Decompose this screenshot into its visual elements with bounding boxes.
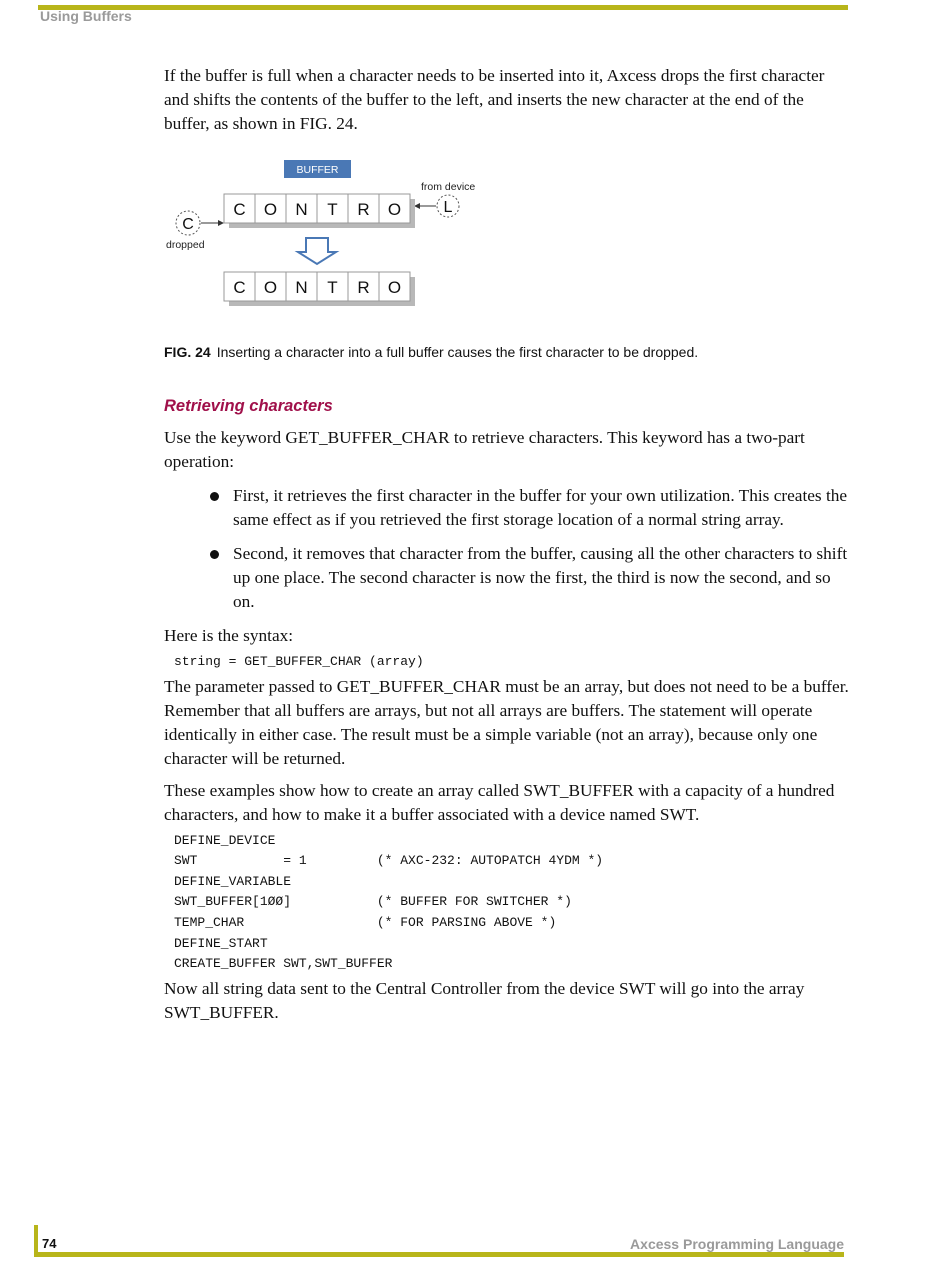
code-line: DEFINE_DEVICE <box>174 832 276 848</box>
buffer-cell-char: T <box>327 278 338 297</box>
bullet-icon <box>210 492 219 501</box>
buffer-label: BUFFER <box>296 164 339 176</box>
caption-label: FIG. 24 <box>164 344 211 360</box>
buffer-cell-char: O <box>263 200 278 219</box>
incoming-char: L <box>443 199 453 216</box>
page-content <box>164 64 850 1025</box>
code-line: DEFINE_START <box>174 935 268 951</box>
code-block <box>164 831 850 975</box>
code-line: CREATE_BUFFER SWT,SWT_BUFFER <box>174 956 393 972</box>
buffer-diagram <box>164 160 504 320</box>
buffer-cell-char: O <box>387 200 402 219</box>
syntax-intro: Here is the syntax: <box>164 626 294 645</box>
buffer-cell-char: N <box>295 278 308 297</box>
list-item <box>210 484 850 532</box>
syntax-code: string = GET_BUFFER_CHAR (array) <box>174 654 424 669</box>
list-item-text: Second, it removes that character from the buffer, causing all the other characters to shift up one place. The second character is now the first, the third is now the second, and so on. <box>233 544 848 611</box>
bullet-icon <box>210 550 219 559</box>
code-line: TEMP_CHAR (* FOR PARSING ABOVE *) <box>174 914 557 930</box>
code-line: SWT = 1 (* AXC-232: AUTOPATCH 4YDM *) <box>174 853 604 869</box>
bullet-list <box>164 484 850 614</box>
from-device-label: from device <box>421 181 476 193</box>
section-paragraph-4: Now all string data sent to the Central Controller from the device SWT will go into the array SWT_BUFFER. <box>164 978 805 1022</box>
buffer-cell-char: R <box>357 278 370 297</box>
footer-rule <box>38 1252 844 1257</box>
running-footer: Axcess Programming Language <box>630 1236 844 1252</box>
section-paragraph-1: Use the keyword GET_BUFFER_CHAR to retrieve characters. This keyword has a two-part operation: <box>164 428 805 471</box>
header-rule <box>38 5 848 10</box>
intro-paragraph: If the buffer is full when a character needs to be inserted into it, Axcess drops the first character and shifts the contents of the buffer to the left, and inserts the new character at the end of the buffer, as shown in FIG. 24. <box>164 66 825 133</box>
buffer-cell-char: T <box>327 200 338 219</box>
code-line: DEFINE_VARIABLE <box>174 873 292 889</box>
dropped-label: dropped <box>166 239 205 251</box>
list-item-text: First, it retrieves the first character in the buffer for your own utilization. This creates the same effect as if you retrieved the first storage location of a normal string array. <box>233 486 848 529</box>
list-item <box>210 542 850 614</box>
buffer-cell-char: C <box>233 200 246 219</box>
dropped-arrowhead <box>218 220 224 226</box>
running-header: Using Buffers <box>40 8 132 24</box>
section-heading: Retrieving characters <box>164 397 333 415</box>
figure-24 <box>164 160 850 340</box>
buffer-row-after <box>224 272 415 306</box>
buffer-cell-char: C <box>233 278 246 297</box>
buffer-row-before <box>224 194 415 228</box>
buffer-cell-char: N <box>295 200 308 219</box>
down-arrow <box>298 238 336 264</box>
dropped-char: C <box>182 216 194 233</box>
caption-text: Inserting a character into a full buffer causes the first character to be dropped. <box>216 344 699 360</box>
page-number: 74 <box>42 1236 57 1251</box>
figure-caption <box>164 340 850 364</box>
code-line: SWT_BUFFER[1ØØ] (* BUFFER FOR SWITCHER *) <box>174 894 572 910</box>
section-paragraph-3: These examples show how to create an array called SWT_BUFFER with a capacity of a hundred characters, and how to make it a buffer associated with a device named SWT. <box>164 780 835 824</box>
section-paragraph-2: The parameter passed to GET_BUFFER_CHAR must be an array, but does not need to be a buffer. Remember that all buffers are arrays, but not all arrays are buffers. The statement will operate identically in either case. The result must be a simple variable (not an array), because only one character will be returned. <box>164 676 849 768</box>
buffer-cell-char: R <box>357 200 370 219</box>
buffer-cell-char: O <box>387 278 402 297</box>
buffer-cell-char: O <box>263 278 278 297</box>
